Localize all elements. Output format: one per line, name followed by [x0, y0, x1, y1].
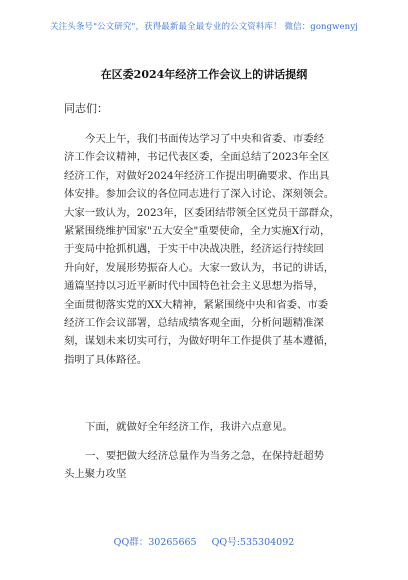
paragraph-2	[64, 418, 360, 436]
paragraph-line: 济工作会议精神，书记代表区委，全面总结了2023年全区	[64, 151, 330, 164]
footer-contact	[0, 534, 408, 548]
paragraph-line: 体安排。参加会议的各位同志进行了深入讨论、深刻领会。	[64, 188, 335, 201]
paragraph-line: 今天上午，我们书面传达学习了中央和省委、市委经	[85, 133, 324, 145]
paragraph-line: 头上聚力攻坚	[64, 468, 127, 481]
salutation: 同志们：	[64, 102, 108, 115]
paragraph-line: 于变局中抢抓机遇，于实干中决战决胜，经济运行持续回	[64, 243, 324, 256]
paragraph-line: 一、要把做大经济总量作为当务之急，在保持赶超势	[85, 450, 324, 462]
paragraph-line: 紧紧围绕维护国家"五大安全"重要使命，全力实施X行动，	[64, 225, 331, 238]
paragraph-line: 经济工作，对做好2024年经济工作提出明确要求、作出具	[64, 169, 330, 182]
qq-group-number: QQ群：30265665	[113, 537, 197, 548]
paragraph-line: 经济工作会议部署，总结成绩客观全面，分析问题精准深	[64, 317, 324, 330]
paragraph-line: 刻，谋划未来切实可行，为做好明年工作提供了基本遵循，	[64, 335, 335, 348]
document-title: 在区委2024年经济工作会议上的讲话提纲	[100, 68, 308, 81]
paragraph-line: 升向好，发展形势振奋人心。大家一致认为，书记的讲话，	[64, 261, 335, 274]
paragraph-line: 全面贯彻落实党的XX大精神，紧紧围绕中央和省委、市委	[64, 298, 329, 311]
paragraph-line: 下面，就做好全年经济工作，我讲六点意见。	[85, 421, 293, 433]
section-heading-1	[64, 447, 360, 484]
paragraph-1	[64, 130, 360, 369]
qq-number: QQ号:535304092	[211, 537, 295, 548]
promo-banner: 关注头条号"公文研究"，获得最新最全最专业的公文资料库！ 微信：gongwenyj	[50, 22, 358, 32]
paragraph-line: 通篇坚持以习近平新时代中国特色社会主义思想为指导，	[64, 280, 324, 293]
paragraph-line: 指明了具体路径。	[64, 353, 148, 366]
paragraph-line: 大家一致认为，2023年，区委团结带领全区党员干部群众，	[64, 206, 340, 219]
